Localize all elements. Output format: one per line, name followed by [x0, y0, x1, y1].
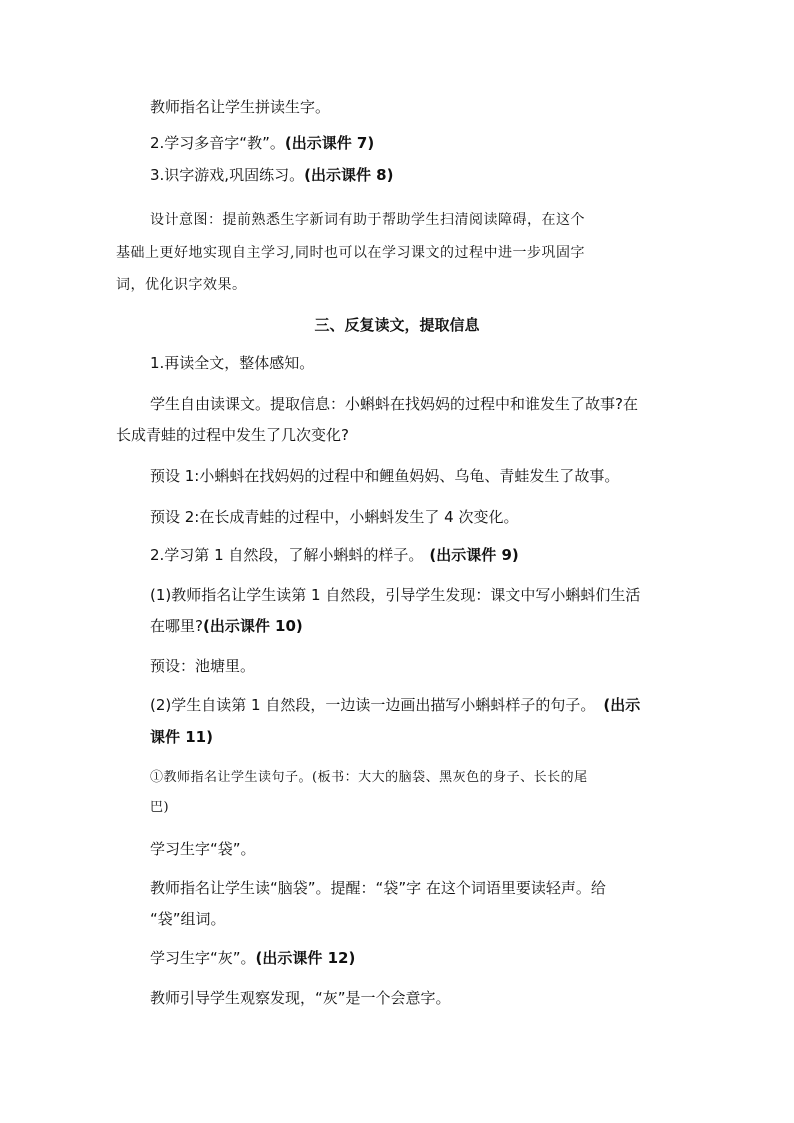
- courseware-ref: (出示课件 12): [255, 949, 356, 967]
- line-text: 学习生字“灰”。: [150, 949, 256, 967]
- courseware-ref: (出示: [603, 696, 641, 714]
- paragraph-line: [150, 694, 640, 716]
- courseware-ref: (出示课件 8): [304, 166, 394, 184]
- paragraph-line: [150, 132, 374, 154]
- paragraph-line: 预设 2:在长成青蛙的过程中，小蝌蚪发生了 4 次变化。: [150, 508, 519, 526]
- paragraph-line: 教师引导学生观察发现，“灰”是一个会意字。: [150, 989, 451, 1007]
- courseware-ref: (出示课件 9): [429, 546, 519, 564]
- paragraph-line: 学生自由读课文。提取信息：小蝌蚪在找妈妈的过程中和谁发生了故事?在: [150, 395, 638, 413]
- line-text: (2)学生自读第 1 自然段，一边读一边画出描写小蝌蚪样子的句子。: [150, 696, 596, 714]
- line-text: 2.学习多音字“教”。: [150, 134, 285, 152]
- courseware-ref: (出示课件 10): [202, 617, 303, 635]
- paragraph-line: “袋”组词。: [150, 910, 226, 928]
- paragraph-line: 预设 1:小蝌蚪在找妈妈的过程中和鲤鱼妈妈、乌龟、青蛙发生了故事。: [150, 467, 620, 485]
- paragraph-line: 教师指名让学生拼读生字。: [150, 98, 331, 116]
- paragraph-line: 预设：池塘里。: [150, 657, 256, 675]
- paragraph-line: [150, 544, 519, 566]
- paragraph-line: 长成青蛙的过程中发生了几次变化?: [116, 426, 349, 444]
- paragraph-line: 教师指名让学生读“脑袋”。提醒：“袋”字 在这个词语里要读轻声。给: [150, 879, 606, 897]
- paragraph-line: [150, 615, 303, 637]
- paragraph-line: 巴): [150, 800, 170, 815]
- line-text: 2.学习第 1 自然段，了解小蝌蚪的样子。: [150, 546, 424, 564]
- line-text: 3.识字游戏,巩固练习。: [150, 166, 305, 184]
- paragraph-line: 1.再读全文，整体感知。: [150, 354, 315, 372]
- paragraph-line: [150, 947, 355, 969]
- paragraph-line: 学习生字“袋”。: [150, 840, 256, 858]
- design-intent-line: 设计意图：提前熟悉生字新词有助于帮助学生扫清阅读障碍，在这个: [150, 212, 585, 228]
- courseware-ref: (出示课件 7): [284, 134, 375, 152]
- paragraph-line: (1)教师指名让学生读第 1 自然段，引导学生发现：课文中写小蝌蚪们生活: [150, 586, 641, 604]
- courseware-ref: 课件 11): [150, 728, 213, 746]
- paragraph-line: [150, 164, 393, 186]
- section-heading: 三、反复读文，提取信息: [314, 316, 480, 334]
- design-intent-line: 基础上更好地实现自主学习,同时也可以在学习课文的过程中进一步巩固字: [116, 245, 585, 261]
- design-intent-line: 词，优化识字效果。: [116, 277, 247, 293]
- paragraph-line: ①教师指名让学生读句子。(板书：大大的脑袋、黑灰色的身子、长长的尾: [150, 770, 588, 785]
- line-text: 在哪里?: [150, 617, 203, 635]
